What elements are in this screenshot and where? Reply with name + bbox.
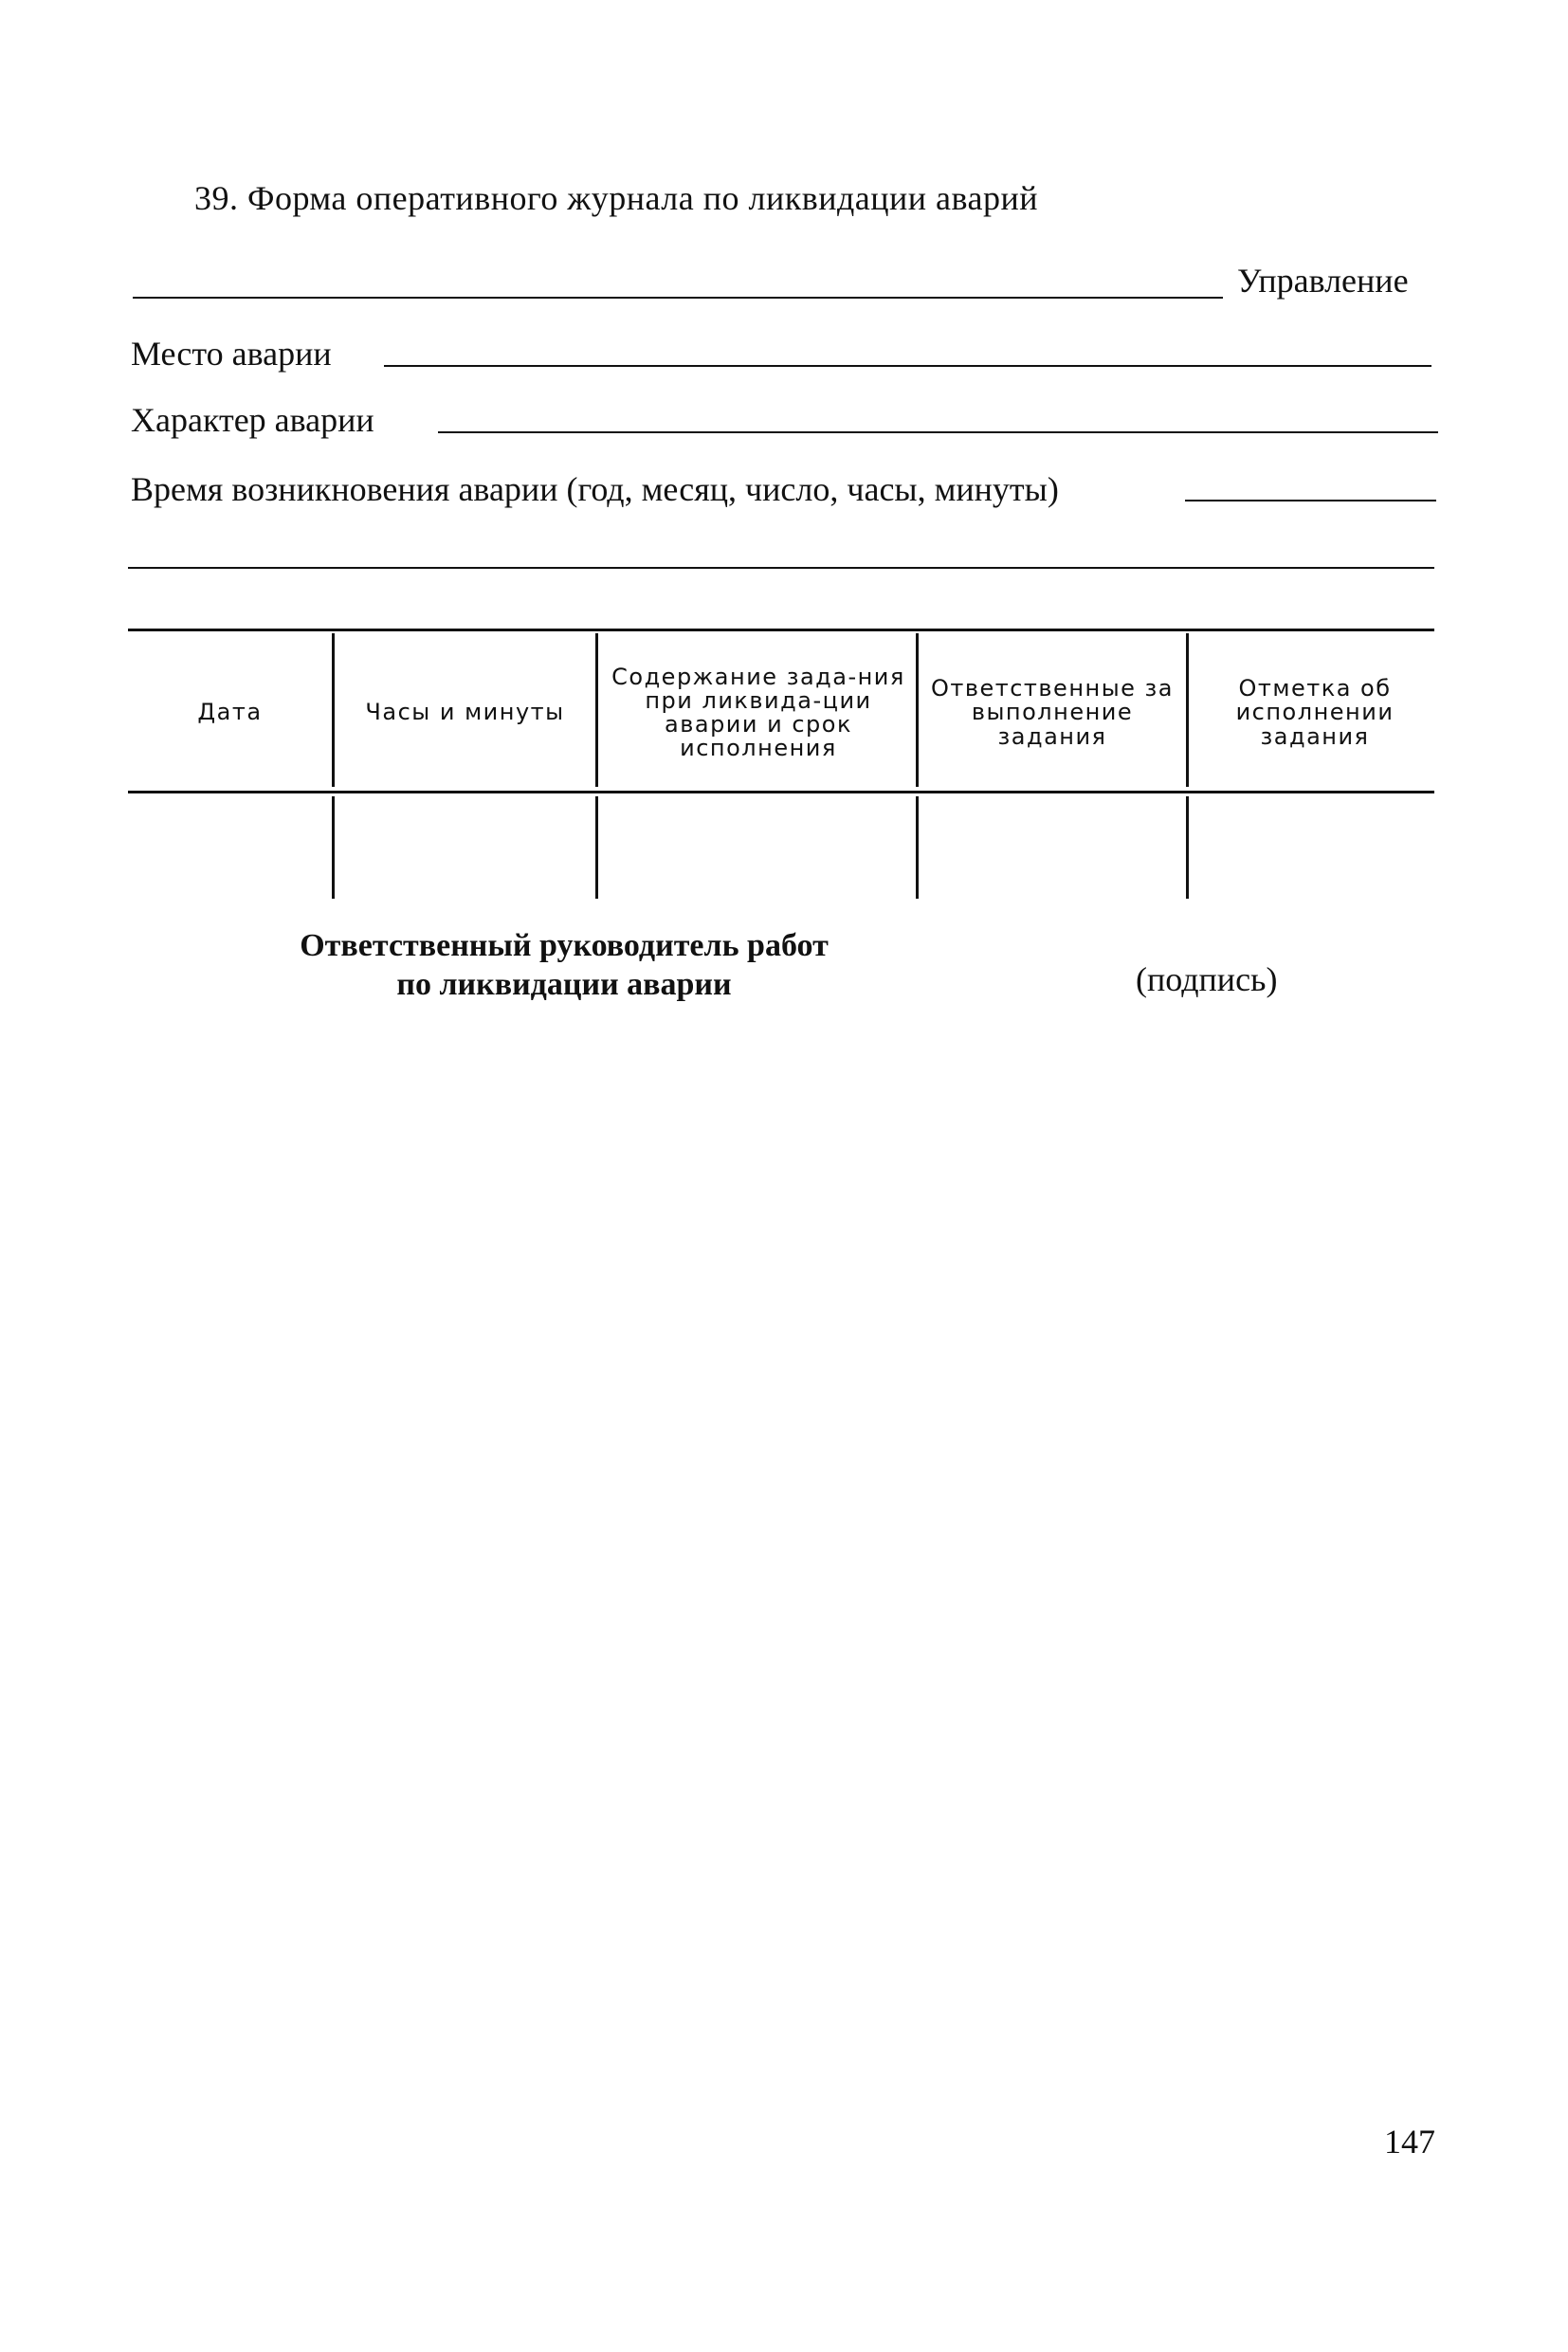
column-divider	[916, 633, 919, 787]
signature-line-2: по ликвидации аварии	[396, 966, 732, 1002]
signature-title	[232, 927, 896, 1005]
column-divider	[595, 796, 598, 899]
column-divider	[1186, 633, 1189, 787]
form-title: 39. Форма оперативного журнала по ликвидации аварий	[194, 179, 1039, 217]
vremya-input-line[interactable]	[1185, 500, 1436, 501]
harakter-label: Характер аварии	[131, 401, 374, 439]
header-chasy-minuty: Часы и минуты	[365, 699, 565, 726]
column-divider	[1186, 796, 1189, 899]
column-divider	[595, 633, 598, 787]
column-divider	[916, 796, 919, 899]
column-divider	[332, 796, 335, 899]
upravlenie-line	[133, 297, 1223, 299]
header-data: Дата	[197, 699, 263, 726]
vremya-label: Время возникновения аварии (год, месяц, число, часы, минуты)	[131, 470, 1059, 508]
table-top-rule	[128, 629, 1434, 631]
header-soderzhanie: Содержание зада-ния при ликвида-ции аварии и срок исполнения	[611, 663, 905, 762]
signature-podpis: (подпись)	[1136, 960, 1278, 998]
table-header-rule	[128, 791, 1434, 793]
header-otmetka: Отметка об исполнении задания	[1235, 675, 1395, 750]
mesto-label: Место аварии	[131, 335, 332, 373]
extra-input-line[interactable]	[128, 567, 1434, 569]
harakter-input-line[interactable]	[438, 431, 1438, 433]
page-number: 147	[1384, 2123, 1435, 2161]
upravlenie-label: Управление	[1237, 262, 1409, 300]
mesto-input-line[interactable]	[384, 365, 1431, 367]
signature-line-1: Ответственный руководитель работ	[300, 928, 829, 963]
header-otvetstvennye: Ответственные за выполнение задания	[930, 675, 1175, 750]
